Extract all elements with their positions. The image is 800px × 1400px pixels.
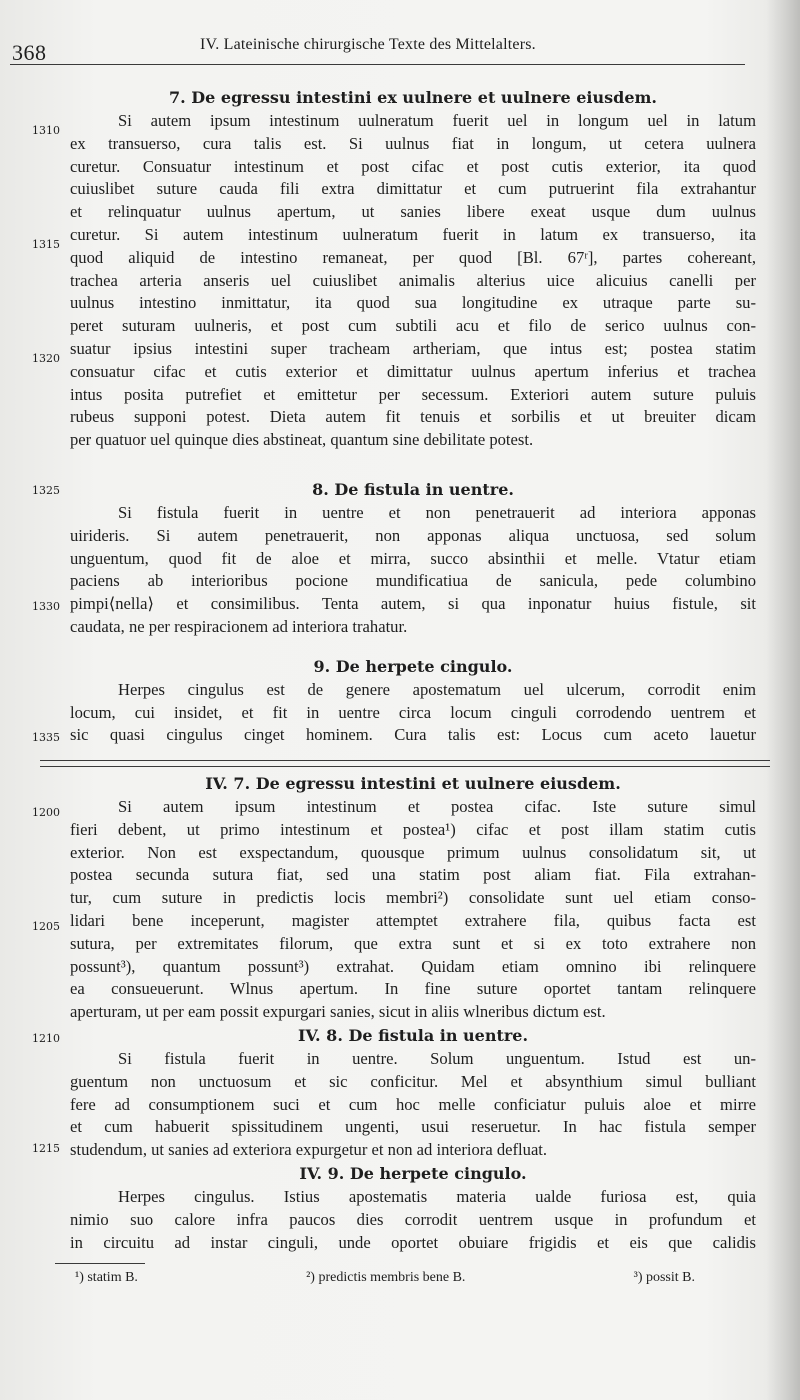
section-divider: [40, 766, 770, 767]
paragraph: [70, 1186, 756, 1254]
text-line: cuiuslibet suture cauda fili extra dimittatur et cum putruerint fila extrahantur: [70, 179, 756, 199]
text-line: unguentum, quod fit de aloe et mirra, succo absinthii et melle. Vtatur etiam: [70, 548, 756, 568]
edition-text-upper: [70, 86, 756, 747]
text-line: fieri debent, ut primo intestinum et postea¹) cifac et post illam statim cutis: [70, 819, 756, 839]
text-line: paciens ab interioribus pocione mundificatiua de sanicula, pede columbino: [70, 571, 756, 591]
line-number: 1315: [32, 238, 60, 251]
text-line: consuatur cifac et cutis exterior et dimittatur uulnus apertum inferius et trachea: [70, 361, 756, 381]
line-number: 1210: [32, 1032, 60, 1045]
line-number: 1200: [32, 806, 60, 819]
section-heading: IV. 7. De egressu intestini et uulnere eiusdem.: [205, 774, 621, 793]
header-rule: [10, 64, 745, 65]
text-line: exterior. Non est exspectandum, quousque primum uulnus consolidatum sit, ut: [70, 842, 756, 862]
section-divider: [40, 760, 770, 761]
text-line: quod aliquid de intestino remaneat, per quod [Bl. 67ʳ], partes cohereant,: [70, 247, 756, 267]
page-number: 368: [12, 40, 47, 65]
text-line: uirideris. Si autem penetrauerit, non apponas aliqua unctuosa, sed solum: [70, 525, 756, 545]
section-heading: IV. 9. De herpete cingulo.: [299, 1163, 527, 1183]
text-line: et cum habuerit spissitudinem ungenti, usui reseruetur. In hac fistula semper: [70, 1117, 756, 1137]
section-heading: 9. De herpete cingulo.: [313, 656, 513, 676]
footnote: ²) predictis membris bene B.: [306, 1270, 466, 1285]
text-line: studendum, ut sanies ad exteriora expurgetur et non ad interiora defluat.: [70, 1140, 548, 1160]
text-line: nimio suo calore infra paucos dies corrodit uentrem usque in profundum et: [70, 1209, 756, 1229]
footnote: ³) possit B.: [633, 1270, 695, 1285]
text-line: pimpi⟨nella⟩ et consimilibus. Tenta autem, si qua inponatur huius fistule, sit: [70, 594, 756, 614]
text-line: et relinquatur uulnus apertum, ut sanies libere exeat usque dum uulnus: [70, 202, 756, 222]
edition-text-lower: [70, 772, 756, 1254]
line-number: 1330: [32, 600, 60, 613]
line-number: 1205: [32, 920, 60, 933]
text-line: guentum non unctuosum et sic conficitur. Mel et absynthium simul bulliant: [70, 1071, 756, 1091]
text-line: Si fistula fuerit in uentre. Solum unguentum. Istud est un-: [118, 1048, 756, 1068]
text-line: locum, cui insidet, et fit in uentre circa locum cinguli corrodendo uentrem et: [70, 702, 756, 722]
page-header: [10, 30, 770, 65]
paragraph: [70, 502, 756, 639]
section-heading: IV. 8. De fistula in uentre.: [297, 1025, 529, 1045]
text-line: tur, cum suture in predictis locis membri²) consolidate sunt uel etiam conso-: [70, 888, 756, 908]
text-line: sic quasi cingulus cinget hominem. Cura talis est: Locus cum aceto lauetur: [70, 725, 756, 745]
paragraph: [70, 796, 756, 1024]
line-number: 1320: [32, 352, 60, 365]
text-line: Si autem ipsum intestinum et postea cifac. Iste suture simul: [118, 797, 756, 816]
text-line: suatur ipsius intestini super tracheam artheriam, que intus est; postea statim: [70, 338, 756, 358]
text-line: curetur. Consuatur intestinum et post cifac et post cutis exterior, ita quod: [70, 156, 756, 176]
text-line: fere ad consumptionem suci et cum hoc melle conficiatur puluis aloe et mirre: [70, 1094, 756, 1114]
line-number: 1215: [32, 1142, 60, 1155]
text-line: rubeus supponi potest. Dieta autem fit tenuis et sorbilis et ut breuiter dicam: [70, 407, 756, 427]
text-line: uulnus intestino inmittatur, ita quod sua longitudine ex utraque parte su-: [70, 293, 756, 313]
text-line: Si fistula fuerit in uentre et non penetrauerit ad interiora apponas: [118, 502, 756, 522]
line-number: 1325: [32, 484, 60, 497]
section-heading: 8. De fistula in uentre.: [312, 479, 514, 499]
footnote: ¹) statim B.: [75, 1270, 138, 1285]
text-line: Herpes cingulus est de genere apostematum uel ulcerum, corrodit enim: [118, 679, 756, 699]
line-number: 1310: [32, 124, 60, 137]
text-line: ea consueuerunt. Wlnus apertum. In fine suture oportet tantam relinquere: [70, 979, 756, 999]
footnote-rule: [55, 1263, 145, 1264]
text-line: possunt³), quantum possunt³) extrahat. Quidam etiam omnino ibi relinquere: [70, 956, 756, 976]
text-line: Herpes cingulus. Istius apostematis materia ualde furiosa est, quia: [118, 1186, 756, 1206]
section-heading: 7. De egressu intestini ex uulnere et uulnere eiusdem.: [169, 88, 657, 107]
text-line: peret suturam uulneris, et post cum subtili acu et filo de serico uulnus con-: [70, 316, 756, 336]
paragraph: [70, 679, 756, 747]
running-head: IV. Lateinische chirurgische Texte des Mittelalters.: [200, 36, 536, 53]
text-line: sutura, per extremitates filorum, que extra sunt et si ex toto extrahere non: [70, 933, 756, 953]
text-line: curetur. Si autem intestinum uulneratum fuerit in latum ex transuerso, ita: [70, 224, 756, 244]
footnotes: [75, 1270, 695, 1286]
text-line: per quatuor uel quinque dies abstineat, quantum sine debilitate potest.: [70, 430, 534, 450]
text-line: ex transuerso, cura talis est. Si uulnus fiat in longum, ut cetera uulnera: [70, 133, 756, 153]
line-number: 1335: [32, 731, 60, 744]
text-line: trachea arteria anseris uel cuiuslibet animalis alterius uice alicuius canelli per: [70, 270, 756, 290]
paragraph: [70, 1048, 756, 1162]
text-line: caudata, ne per respiracionem ad interiora trahatur.: [70, 616, 408, 636]
text-line: in circuitu ad instar cinguli, unde oportet obuiare frigidis et eis que calidis: [70, 1232, 756, 1252]
text-line: Si autem ipsum intestinum uulneratum fuerit uel in longum uel in latum: [118, 111, 756, 130]
page-edge-shadow: [766, 0, 800, 1400]
text-line: aperturam, ut per eam possit expurgari sanies, sicut in aliis wlneribus dictum est.: [70, 1002, 606, 1022]
text-line: postea secunda sutura fiat, sed una statim post aliam fiat. Fila extrahan-: [70, 865, 756, 885]
text-line: lidari bene inceperunt, magister attemptet extrahere fila, quibus facta est: [70, 910, 756, 930]
text-line: intus posita putrefiet et emittetur per secessum. Exteriori autem suture puluis: [70, 384, 756, 404]
paragraph: [70, 110, 756, 452]
